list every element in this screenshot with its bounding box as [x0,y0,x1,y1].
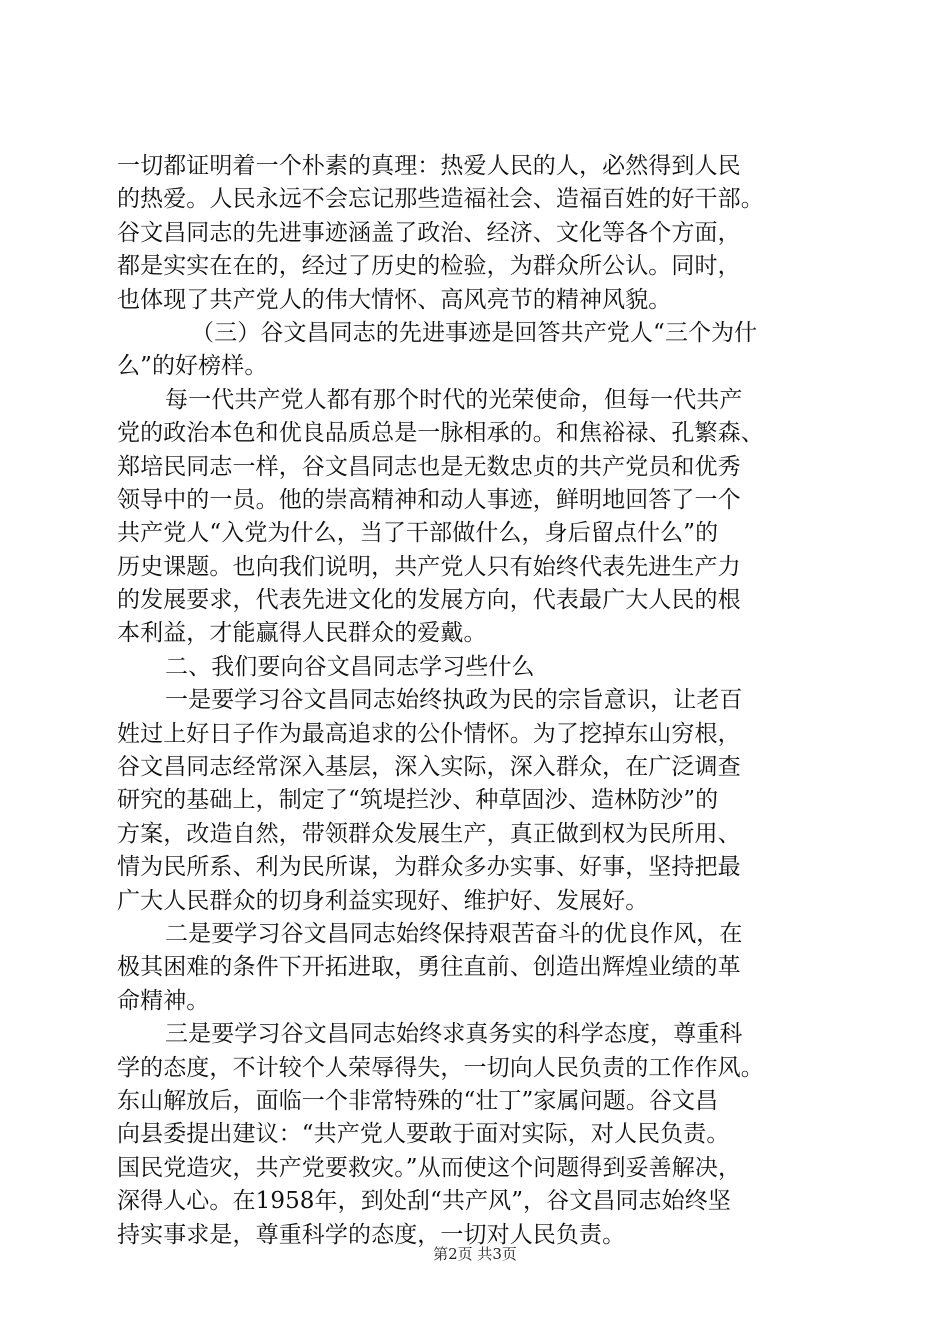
text-line: 方案，改造自然，带领群众发展生产，真正做到权为民所用、 [117,820,741,847]
text-line: 命精神。 [117,987,210,1014]
text-line: 国民党造灾，共产党要救灾。”从而使这个问题得到妥善解决， [117,1154,742,1181]
text-line: 广大人民群众的切身利益实现好、维护好、发展好。 [117,887,649,914]
text-line: 极其困难的条件下开拓进取，勇往直前、创造出辉煌业绩的革 [117,954,741,981]
text-line: 的热爱。人民永远不会忘记那些造福社会、造福百姓的好干部。 [117,186,764,213]
paragraph-start: 二是要学习谷文昌同志始终保持艰苦奋斗的优良作风，在 [165,920,743,947]
text-line: 学的态度，不计较个人荣辱得失，一切向人民负责的工作作风。 [117,1054,764,1081]
text-line: 谷文昌同志经常深入基层，深入实际，深入群众，在广泛调查 [117,754,741,781]
body-text [117,150,837,1252]
text-line: 向县委提出建议：“共产党人要敢于面对实际，对人民负责。 [117,1121,730,1148]
text-line: 情为民所系、利为民所谋，为群众多办实事、好事，坚持把最 [117,854,741,881]
section-heading: （三）谷文昌同志的先进事迹是回答共产党人“三个为什 [191,319,758,346]
text-line: 党的政治本色和优良品质总是一脉相承的。和焦裕禄、孔繁森、 [117,420,764,447]
page-number-footer: 第2页 共3页 [433,1245,517,1263]
paragraph-start: 一是要学习谷文昌同志始终执政为民的宗旨意识，让老百 [165,687,743,714]
paragraph-start: 每一代共产党人都有那个时代的光荣使命，但每一代共产 [165,386,743,413]
text-line: 持实事求是，尊重科学的态度，一切对人民负责。 [117,1221,626,1248]
text-line: 共产党人“入党为什么，当了干部做什么，身后留点什么”的 [117,520,719,547]
text-line: 深得人心。在1958年，到处刮“共产风”，谷文昌同志始终坚 [117,1188,731,1215]
text-line: 谷文昌同志的先进事迹涵盖了政治、经济、文化等各个方面， [117,219,741,246]
text-line: 东山解放后，面临一个非常特殊的“壮丁”家属问题。谷文昌 [117,1087,719,1114]
text-line: 都是实实在在的，经过了历史的检验，为群众所公认。同时， [117,253,741,280]
text-line: 领导中的一员。他的崇高精神和动人事迹，鲜明地回答了一个 [117,486,741,513]
text-line: 研究的基础上，制定了“筑堤拦沙、种草固沙、造林防沙”的 [117,787,719,814]
text-line: 也体现了共产党人的伟大情怀、高风亮节的精神风貌。 [117,286,672,313]
text-line: 的发展要求，代表先进文化的发展方向，代表最广大人民的根 [117,587,741,614]
text-line: 郑培民同志一样，谷文昌同志也是无数忠贞的共产党员和优秀 [117,453,741,480]
text-line: 历史课题。也向我们说明，共产党人只有始终代表先进生产力 [117,553,741,580]
text-line: 姓过上好日子作为最高追求的公仆情怀。为了挖掉东山穷根， [117,720,741,747]
text-line: 一切都证明着一个朴素的真理：热爱人民的人，必然得到人民 [117,153,741,179]
paragraph-start: 三是要学习谷文昌同志始终求真务实的科学态度，尊重科 [165,1021,743,1048]
text-line: 本利益，才能赢得人民群众的爱戴。 [117,620,487,647]
text-line: 么”的好榜样。 [117,353,268,380]
section-heading: 二、我们要向谷文昌同志学习些什么 [165,653,535,680]
